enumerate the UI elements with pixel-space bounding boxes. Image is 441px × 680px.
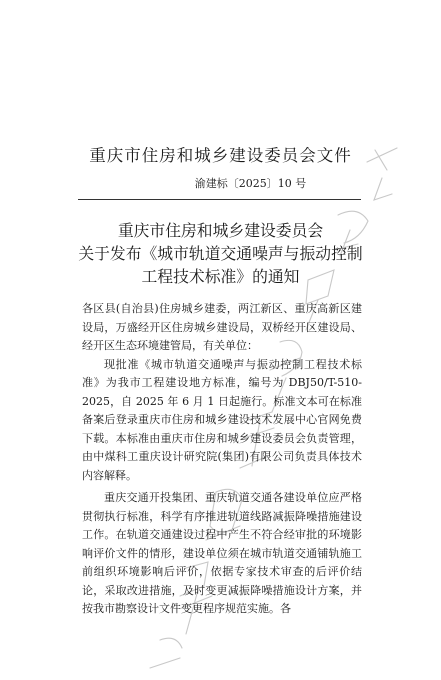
document-header <box>0 142 441 191</box>
document-number: 渝建标〔2025〕10 号 <box>194 177 307 190</box>
body-paragraph-2: 重庆交通开投集团、重庆轨道交通各建设单位应严格贯彻执行标准，科学有序推进轨道线路减振降噪措施建设工作。在轨道交通建设过程中产生不符合经审批的环境影响评价文件的情形，建设单位须在城市轨道交通铺轨施工前组织环境影响后评价，依据专家技术审查的后评价结论，采取改进措施，及时变更减振降噪措施设计方案，并按我市勘察设计文件变更程序规范实施。各 <box>82 491 362 615</box>
notice-title-line-1: 重庆市住房和城乡建设委员会 <box>117 221 324 240</box>
notice-body <box>82 300 362 619</box>
issuing-authority-title: 重庆市住房和城乡建设委员会文件 <box>89 146 352 165</box>
header-divider <box>78 199 361 200</box>
notice-title-line-3: 工程技术标准》的通知 <box>141 267 300 286</box>
notice-title-line-2: 关于发布《城市轨道交通噪声与振动控制 <box>78 244 363 263</box>
salutation-paragraph: 各区县(自治县)住房城乡建委，两江新区、重庆高新区建设局，万盛经开区住房城乡建设局，双桥经开区建设局、经开区生态环境建管局，有关单位： <box>82 302 362 352</box>
notice-title <box>0 219 441 288</box>
body-paragraph-1: 现批准《城市轨道交通噪声与振动控制工程技术标准》为我市工程建设地方标准，编号为 DBJ50/T-510-2025，自 2025 年 6 月 1 日起施行。标准文本可在标准备案后登录重庆市住房和城乡建设技术发展中心官网免费下载。本标准由重庆市住房和城乡建设委员会负责管理，由中煤科工重庆设计研究院(集团)有限公司负责具体技术内容解释。 <box>82 357 362 482</box>
